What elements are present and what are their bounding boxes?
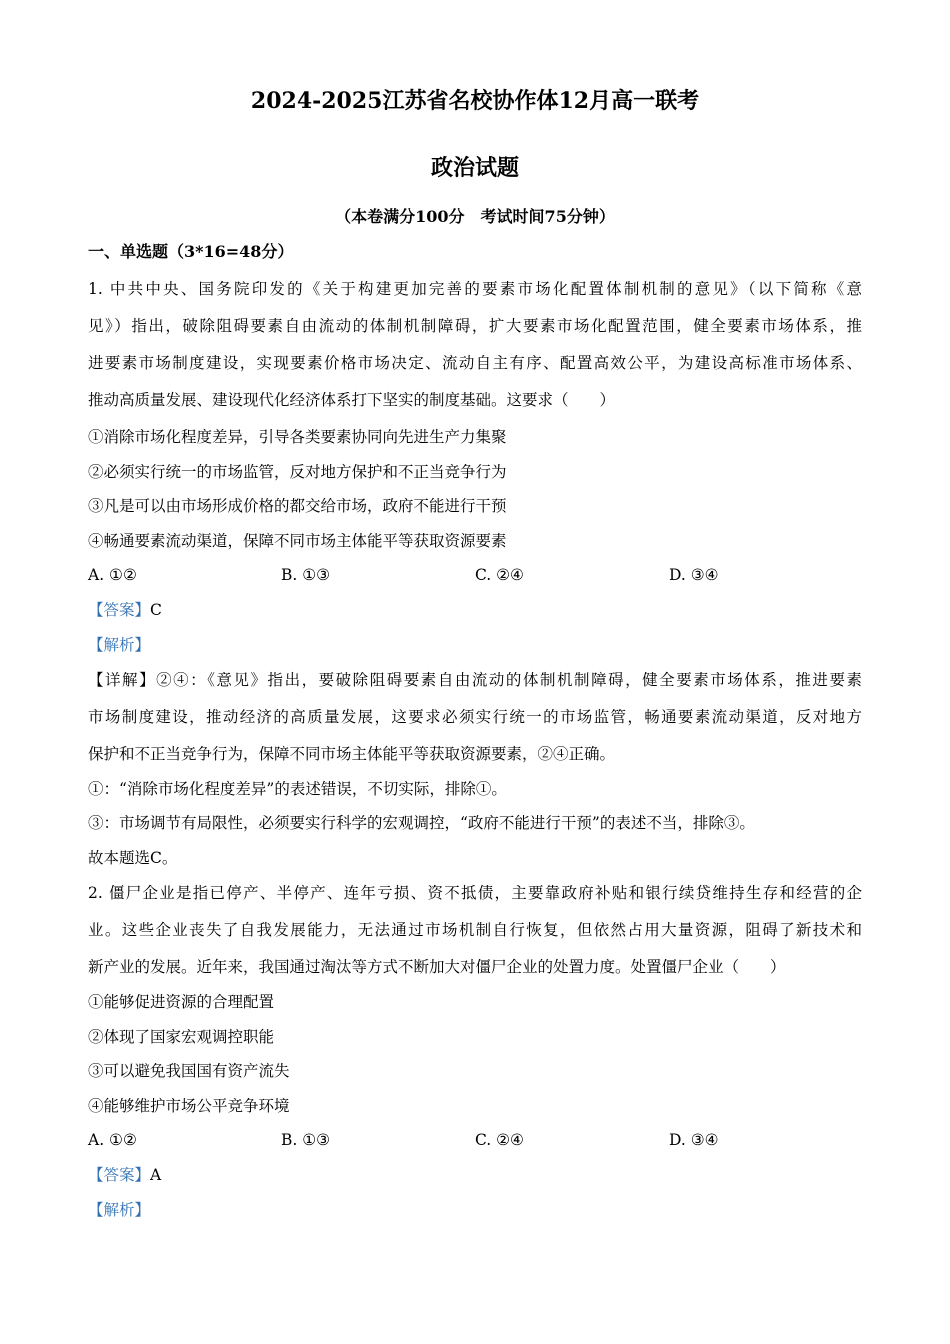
q1-analysis-label: 【解析】 <box>88 636 151 654</box>
q2-answer <box>88 1165 161 1185</box>
q1-stem-line: 1. 中共中央、国务院印发的《关于构建更加完善的要素市场化配置体制机制的意见》（以下简称《意 <box>88 280 862 298</box>
q2-option-c: C. ②④ <box>475 1131 524 1149</box>
exam-title: 2024-2025江苏省名校协作体12月高一联考 <box>250 88 700 114</box>
q2-item: ③可以避免我国国有资产流失 <box>88 1062 290 1080</box>
q2-item: ①能够促进资源的合理配置 <box>88 993 275 1011</box>
answer-value: C <box>150 601 162 619</box>
q2-option-d: D. ③④ <box>669 1131 719 1149</box>
q2-stem-line: 业。这些企业丧失了自我发展能力，无法通过市场机制自行恢复，但依然占用大量资源，阻碍了新技术和 <box>88 921 862 939</box>
q2-item: ②体现了国家宏观调控职能 <box>88 1028 275 1046</box>
exam-info: （本卷满分100分 考试时间75分钟） <box>335 207 615 226</box>
q2-item: ④能够维护市场公平竞争环境 <box>88 1097 290 1115</box>
q2-analysis-label: 【解析】 <box>88 1201 151 1219</box>
q2-option-b: B. ①③ <box>281 1131 331 1149</box>
answer-label: 【答案】 <box>88 1166 151 1184</box>
answer-label: 【答案】 <box>88 601 151 619</box>
answer-value: A <box>150 1166 162 1184</box>
q1-option-b: B. ①③ <box>281 566 331 584</box>
q1-item: ④畅通要素流动渠道，保障不同市场主体能平等获取资源要素 <box>88 532 507 550</box>
q1-option-c: C. ②④ <box>475 566 524 584</box>
q2-stem-line: 2. 僵尸企业是指已停产、半停产、连年亏损、资不抵债，主要靠政府补贴和银行续贷维持生存和经营的企 <box>88 884 862 902</box>
section-heading: 一、单选题（3*16=48分） <box>88 242 294 261</box>
q1-option-a: A. ①② <box>88 566 137 584</box>
q1-item: ②必须实行统一的市场监管，反对地方保护和不正当竞争行为 <box>88 463 507 481</box>
q2-stem-line: 新产业的发展。近年来，我国通过淘汰等方式不断加大对僵尸企业的处置力度。处置僵尸企业（ ） <box>88 958 786 976</box>
q1-answer <box>88 600 162 620</box>
q1-detail-line: 保护和不正当竞争行为，保障不同市场主体能平等获取资源要素，②④正确。 <box>88 745 616 763</box>
detail-label: 【详解】 <box>88 671 157 689</box>
q1-stem-line: 进要素市场制度建设，实现要素价格市场决定、流动自主有序、配置高效公平，为建设高标准市场体系、 <box>88 354 862 372</box>
q1-detail-line: ③：市场调节有局限性，必须要实行科学的宏观调控，“政府不能进行干预”的表述不当，排除③。 <box>88 814 755 832</box>
q1-option-d: D. ③④ <box>669 566 719 584</box>
q1-detail-line <box>88 670 862 690</box>
q1-stem-line: 见》）指出，破除阻碍要素自由流动的体制机制障碍，扩大要素市场化配置范围，健全要素市场体系，推 <box>88 317 862 335</box>
q1-item: ①消除市场化程度差异，引导各类要素协同向先进生产力集聚 <box>88 428 507 446</box>
q1-detail-line: 市场制度建设，推动经济的高质量发展，这要求必须实行统一的市场监管，畅通要素流动渠道，反对地方 <box>88 708 862 726</box>
subject-title: 政治试题 <box>430 155 519 181</box>
q1-detail-line: ①：“消除市场化程度差异”的表述错误，不切实际，排除①。 <box>88 780 507 798</box>
q2-option-a: A. ①② <box>88 1131 137 1149</box>
q1-detail-line: 故本题选C。 <box>88 849 178 867</box>
detail-text: ②④：《意见》指出，要破除阻碍要素自由流动的体制机制障碍，健全要素市场体系，推进要素 <box>156 671 862 689</box>
q1-stem-line: 推动高质量发展、建设现代化经济体系打下坚实的制度基础。这要求（ ） <box>88 391 616 409</box>
q1-item: ③凡是可以由市场形成价格的都交给市场，政府不能进行干预 <box>88 497 507 515</box>
